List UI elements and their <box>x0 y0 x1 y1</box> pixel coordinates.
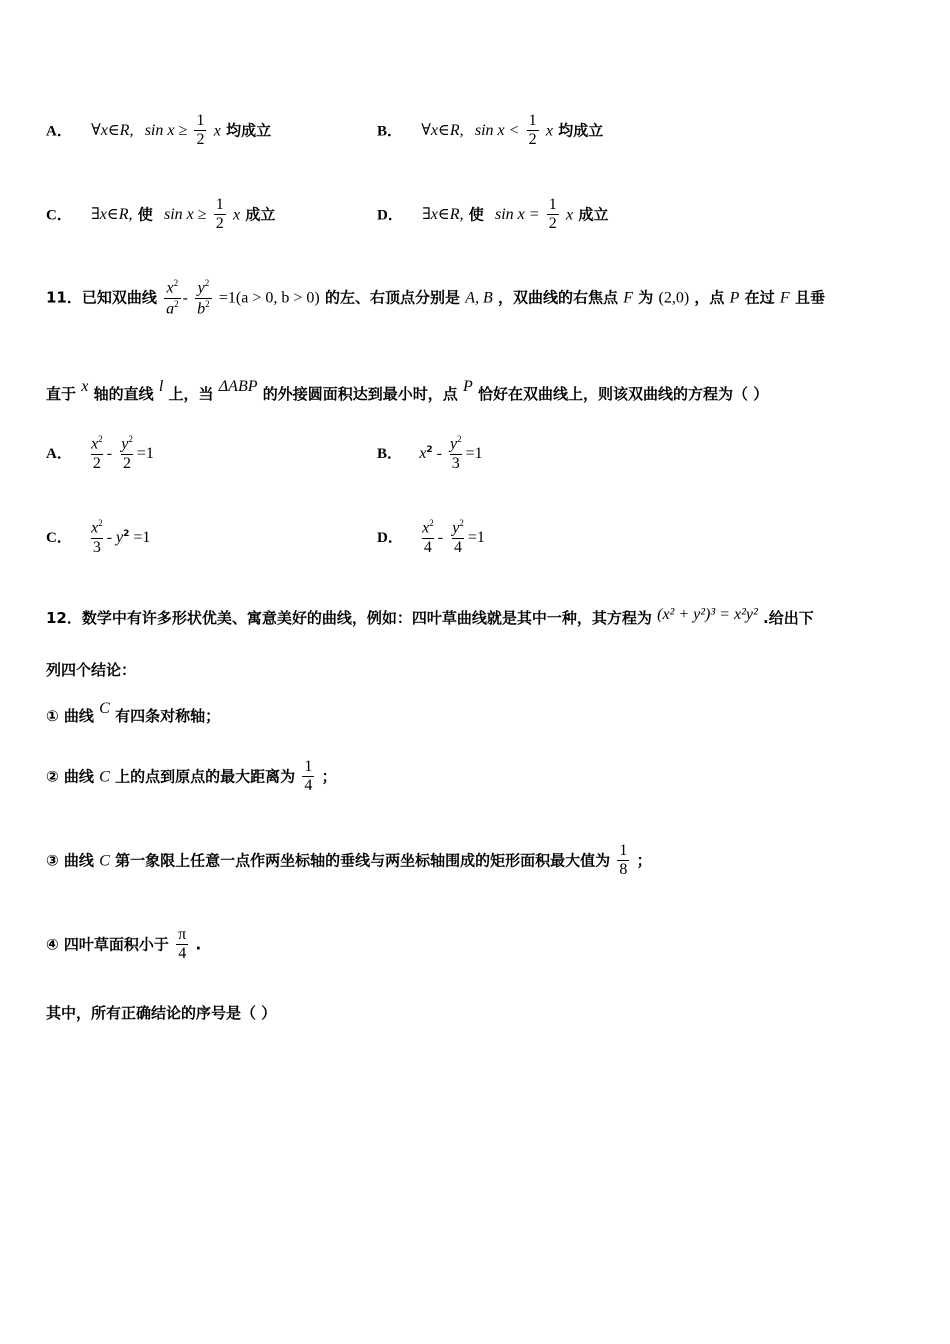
option-label: B． <box>377 123 403 140</box>
q12-stem-line1 <box>46 606 814 628</box>
math-variable: x <box>545 122 554 140</box>
stem-text: 的左、右顶点分别是 <box>324 288 460 307</box>
math-variable: A, B <box>465 289 493 307</box>
fraction: $\frac{1}{2}$ <box>548 196 557 233</box>
q10-option-b[interactable] <box>377 112 603 150</box>
q10-option-d[interactable] <box>377 196 608 234</box>
stem-text: ，双曲线的右焦点 <box>498 288 619 307</box>
statement-text: ； <box>321 767 337 786</box>
q11-option-c[interactable]: C． $\frac{x^2}{3}$ - $y^2 =1$ <box>46 518 151 556</box>
fraction: $\frac{\pi}{4}$ <box>178 926 187 963</box>
math-expression: sin x ≥ <box>163 206 207 224</box>
stem-text: 恰好在双曲线上，则该双曲线的方程为（ ） <box>478 385 769 403</box>
fraction: $\frac{x^2}{3}$ <box>91 518 103 556</box>
stem-text: 12．数学中有许多形状优美、寓意美好的曲线，例如：四叶草曲线就是其中一种，其方程为 <box>46 609 652 627</box>
math-variable: F <box>623 289 634 307</box>
option-label: D． <box>377 207 403 224</box>
math-quantifier: ∃x∈R, <box>91 206 133 224</box>
stem-text: .给出下 <box>763 609 814 627</box>
math-variable: x <box>213 122 221 140</box>
math-triangle: ΔABP <box>218 378 258 395</box>
stem-text: 为 <box>638 288 654 307</box>
q12-statement-1 <box>46 700 220 726</box>
statement-text: ④ 四叶草面积小于 <box>46 935 169 954</box>
stem-text: 上，当 <box>168 385 214 403</box>
stem-text: 在过 <box>744 288 775 307</box>
statement-text: ③ 曲线 <box>46 851 94 870</box>
option-label: B． <box>377 446 403 463</box>
fraction: $\frac{1}{8}$ <box>619 842 628 879</box>
math-quantifier: ∀x∈R, <box>421 122 464 140</box>
stem-text: ，点 <box>694 288 725 307</box>
stem-text: 11．已知双曲线 <box>46 288 157 307</box>
fraction: $\frac{x^2}{2}$ <box>91 434 103 472</box>
fraction: $\frac{1}{4}$ <box>304 758 313 795</box>
math-variable: x <box>81 378 89 395</box>
q11-stem-line2 <box>46 378 768 404</box>
fraction: $\frac{y^2}{4}$ <box>452 518 464 556</box>
q11-stem-line1: 11．已知双曲线 $\frac{x^2}{a^2}$ - $\frac{y^2}{b^2}$ =1(a > 0, b > 0) 的左、右顶点分别是 A, B ，双曲线的右焦点 F 为 (2,0) ，点 P 在过 F 且垂 <box>46 278 825 318</box>
fraction: $\frac{x^2}{a^2}$ <box>166 278 179 318</box>
math-variable: C <box>99 700 110 717</box>
statement-text: 有四条对称轴； <box>115 707 221 725</box>
math-expression: =1(a > 0, b > 0) <box>218 289 320 307</box>
statement-text: 第一象限上任意一点作两坐标轴的垂线与两坐标轴围成的矩形面积最大值为 <box>115 851 611 870</box>
fraction: $\frac{x^2}{4}$ <box>422 518 434 556</box>
math-variable: x <box>566 206 574 224</box>
option-label: C． <box>46 207 72 224</box>
option-label: C． <box>46 530 72 547</box>
math-variable: P <box>729 289 740 307</box>
option-mid-text: 使 <box>468 205 484 224</box>
stem-text: 且垂 <box>794 288 825 307</box>
option-tail: 均成立 <box>226 121 272 140</box>
option-label: A． <box>46 123 72 140</box>
fraction: $\frac{1}{2}$ <box>215 196 224 233</box>
q11-option-b[interactable]: B． $x^2$ - $\frac{y^2}{3}$ =1 <box>377 434 483 472</box>
stem-text: 直于 <box>46 385 77 403</box>
statement-text: ② 曲线 <box>46 767 94 786</box>
fraction: $\frac{y^2}{2}$ <box>121 434 133 472</box>
math-equation: (x² + y²)³ = x²y² <box>657 606 758 623</box>
stem-text: 轴的直线 <box>93 385 154 403</box>
option-tail: 成立 <box>578 205 609 224</box>
fraction: $\frac{y^2}{3}$ <box>449 434 462 472</box>
fraction: $\frac{1}{2}$ <box>528 112 537 149</box>
math-expression: sin x ≥ <box>144 122 188 140</box>
math-point: (2,0) <box>658 289 690 307</box>
math-variable: C <box>99 768 110 786</box>
q12-question: 其中，所有正确结论的序号是（ ） <box>46 1004 277 1022</box>
statement-text: . <box>195 935 202 954</box>
option-tail: 均成立 <box>558 121 604 140</box>
q12-statement-2 <box>46 758 337 796</box>
math-quantifier: ∀x∈R, <box>91 122 134 140</box>
math-variable: x <box>233 206 241 224</box>
option-label: D． <box>377 530 403 547</box>
statement-text: ① 曲线 <box>46 707 94 725</box>
math-expression: sin x < <box>474 122 520 140</box>
fraction: $\frac{y^2}{b^2}$ <box>197 278 210 318</box>
q10-option-c[interactable] <box>46 196 275 234</box>
q11-option-d[interactable]: D． $\frac{x^2}{4}$ - $\frac{y^2}{4}$ =1 <box>377 518 485 556</box>
math-variable: P <box>462 378 473 395</box>
option-mid-text: 使 <box>137 205 153 224</box>
statement-text: ； <box>636 851 652 870</box>
stem-text: 的外接圆面积达到最小时，点 <box>262 385 458 403</box>
q12-statement-4 <box>46 926 201 964</box>
math-variable: F <box>779 289 790 307</box>
q10-option-a[interactable] <box>46 112 271 150</box>
option-label: A． <box>46 446 72 463</box>
math-variable: C <box>99 852 110 870</box>
q11-option-a[interactable]: A． $\frac{x^2}{2}$ - $\frac{y^2}{2}$ =1 <box>46 434 154 472</box>
option-tail: 成立 <box>245 205 276 224</box>
q12-stem-line2: 列四个结论： <box>46 661 137 679</box>
math-quantifier: ∃x∈R, <box>422 206 464 224</box>
q12-statement-3 <box>46 842 652 880</box>
statement-text: 上的点到原点的最大距离为 <box>115 767 296 786</box>
math-expression: sin x = <box>494 206 540 224</box>
fraction: $\frac{1}{2}$ <box>196 112 205 149</box>
math-variable: l <box>158 378 164 395</box>
